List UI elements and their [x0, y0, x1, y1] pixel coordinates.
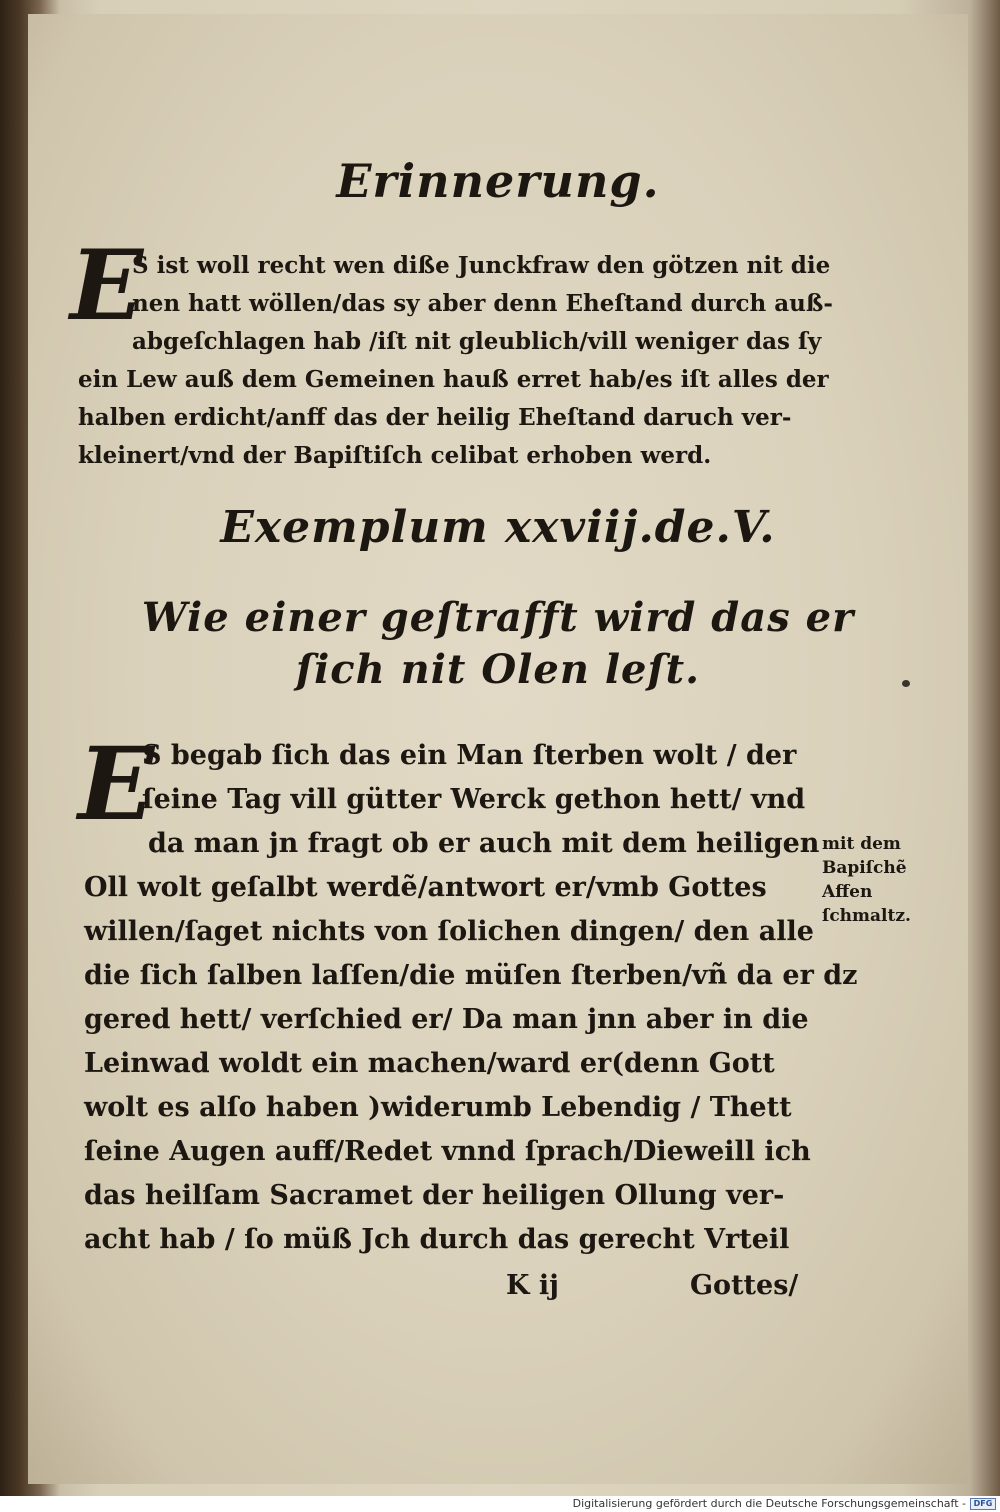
subheading-line: ſich nit Olen leſt. [295, 646, 701, 693]
text-line: abgeſchlagen hab /iſt nit gleublich/vill weniger das ſy [132, 328, 822, 355]
ink-speck [902, 680, 910, 687]
dfg-logo-icon[interactable]: DFG [970, 1498, 996, 1510]
page-heading: Erinnerung. [336, 154, 660, 208]
catchword: Gottes/ [690, 1270, 799, 1301]
marginal-note-line: Affen [822, 882, 873, 902]
text-line: kleinert/vnd der Bapiſtiſch celibat erhoben werd. [78, 442, 712, 469]
text-line: ſeine Tag vill gütter Werck gethon hett/ vnd [142, 784, 806, 815]
text-line: acht hab / ſo müß Jch durch das gerecht Vrteil [84, 1224, 790, 1255]
text-line: wolt es alſo haben )widerumb Lebendig / Thett [84, 1092, 792, 1123]
signature-mark: K ij [506, 1270, 559, 1301]
text-line: nen hatt wöllen/das sy aber denn Eheſtand durch auß- [132, 290, 833, 317]
marginal-note-line: ſchmaltz. [822, 906, 911, 926]
text-line: S begab ſich das ein Man ſterben wolt / der [142, 740, 797, 771]
text-line: Oll wolt geſalbt werdẽ/antwort er/vmb Gottes [84, 872, 767, 903]
text-line: ein Lew auß dem Gemeinen hauß erret hab/es iſt alles der [78, 366, 829, 393]
text-line: da man jn fragt ob er auch mit dem heiligen [148, 828, 820, 859]
text-line: Leinwad woldt ein machen/ward er(denn Gott [84, 1048, 775, 1079]
footer-bar [0, 1496, 1000, 1512]
text-line: das heilſam Sacramet der heiligen Ollung ver- [84, 1180, 785, 1211]
exemplum-heading: Exemplum xxviij.de.V. [220, 502, 776, 553]
marginal-note-line: Bapiſchẽ [822, 858, 907, 878]
marginal-note-line: mit dem [822, 834, 901, 854]
text-line: halben erdicht/anff das der heilig Eheſtand daruch ver- [78, 404, 792, 431]
book-page [28, 14, 968, 1484]
text-line: ſeine Augen auff/Redet vnnd ſprach/Dieweill ich [84, 1136, 811, 1167]
text-line: S ist woll recht wen diße Junckfraw den götzen nit die [132, 252, 831, 279]
text-line: willen/ſaget nichts von ſolichen dingen/ den alle [84, 916, 814, 947]
text-line: die ſich ſalben laſſen/die müſen ſterben/vñ da er dz [84, 960, 858, 991]
text-line: gered hett/ verſchied er/ Da man jnn aber in die [84, 1004, 809, 1035]
drop-cap-initial: E [70, 229, 144, 342]
drop-cap-initial: E [78, 725, 155, 843]
funding-credit[interactable]: Digitalisierung gefördert durch die Deutsche Forschungsgemeinschaft - [572, 1497, 966, 1510]
subheading-line: Wie einer geſtrafft wird das er [141, 594, 855, 641]
